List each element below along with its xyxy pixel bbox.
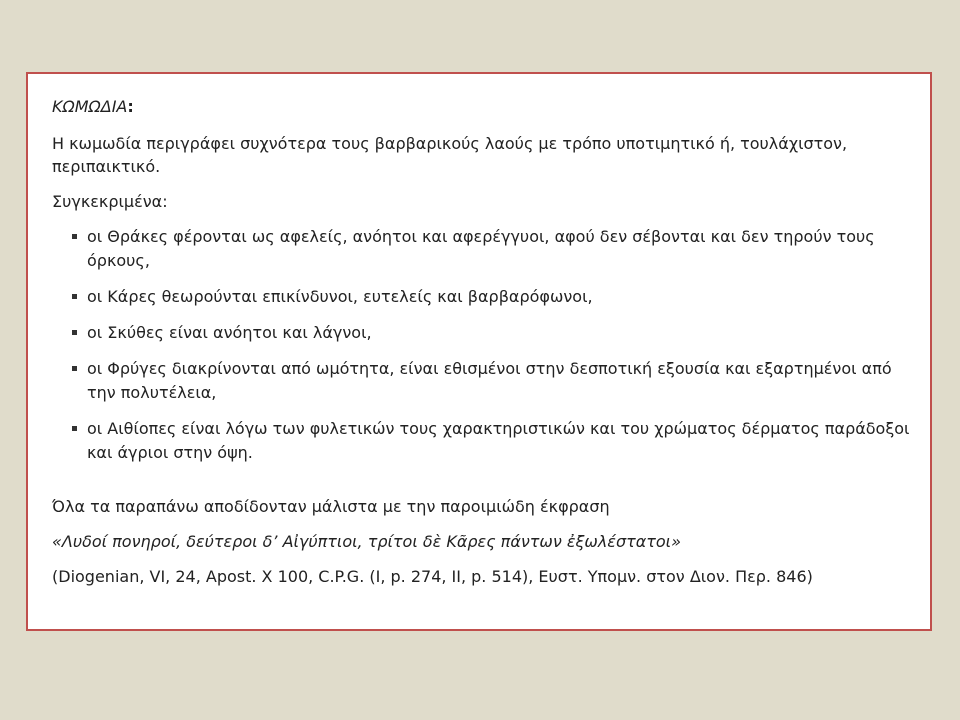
- bullet-text: οι Αιθίοπες είναι λόγω των φυλετικών τους χαρακτηριστικών και του χρώματος δέρματος παράδοξοι και άγριοι στην όψη.: [87, 419, 910, 462]
- square-bullet-icon: [72, 234, 77, 239]
- bullet-text: οι Φρύγες διακρίνονται από ωμότητα, είναι εθισμένοι στην δεσποτική εξουσία και εξαρτημένοι από την πολυτέλεια,: [87, 359, 892, 402]
- square-bullet-icon: [72, 330, 77, 335]
- slide-title-text: ΚΩΜΩΔΙΑ: [52, 97, 128, 116]
- square-bullet-icon: [72, 366, 77, 371]
- slide-title: [52, 96, 910, 118]
- specifically-label: Συγκεκριμένα:: [52, 192, 168, 211]
- bullet-item-ethiopians: [52, 417, 910, 465]
- square-bullet-icon: [72, 294, 77, 299]
- bullet-item-carians: [52, 285, 910, 309]
- intro-paragraph: Η κωμωδία περιγράφει συχνότερα τους βαρβαρικούς λαούς με τρόπο υποτιμητικό ή, τουλάχιστον, περιπαικτικό.: [52, 134, 848, 176]
- bullet-item-phrygians: [52, 357, 910, 405]
- slide-title-colon: :: [127, 97, 134, 116]
- summary-paragraph: Όλα τα παραπάνω αποδίδονταν μάλιστα με την παροιμιώδη έκφραση: [52, 497, 610, 516]
- slide-content-box: [26, 72, 932, 631]
- bullet-text: οι Θράκες φέρονται ως αφελείς, ανόητοι και αφερέγγυοι, αφού δεν σέβονται και δεν τηρούν τους όρκους,: [87, 227, 875, 270]
- bullet-item-scythians: [52, 321, 910, 345]
- bullet-list: [52, 225, 910, 465]
- bullet-item-thracians: [52, 225, 910, 273]
- bullet-text: οι Σκύθες είναι ανόητοι και λάγνοι,: [87, 323, 372, 342]
- bullet-text: οι Κάρες θεωρούνται επικίνδυνοι, ευτελείς και βαρβαρόφωνοι,: [87, 287, 593, 306]
- proverb-quote: «Λυδοί πονηροί, δεύτεροι δ’ Αἰγύπτιοι, τρίτοι δὲ Κᾶρες πάντων ἐξωλέστατοι»: [52, 532, 681, 551]
- square-bullet-icon: [72, 426, 77, 431]
- citation-text: (Diogenian, VI, 24, Apost. X 100, C.P.G. (I, p. 274, II, p. 514), Ευστ. Υπομν. στον Διον. Περ. 846): [52, 567, 813, 586]
